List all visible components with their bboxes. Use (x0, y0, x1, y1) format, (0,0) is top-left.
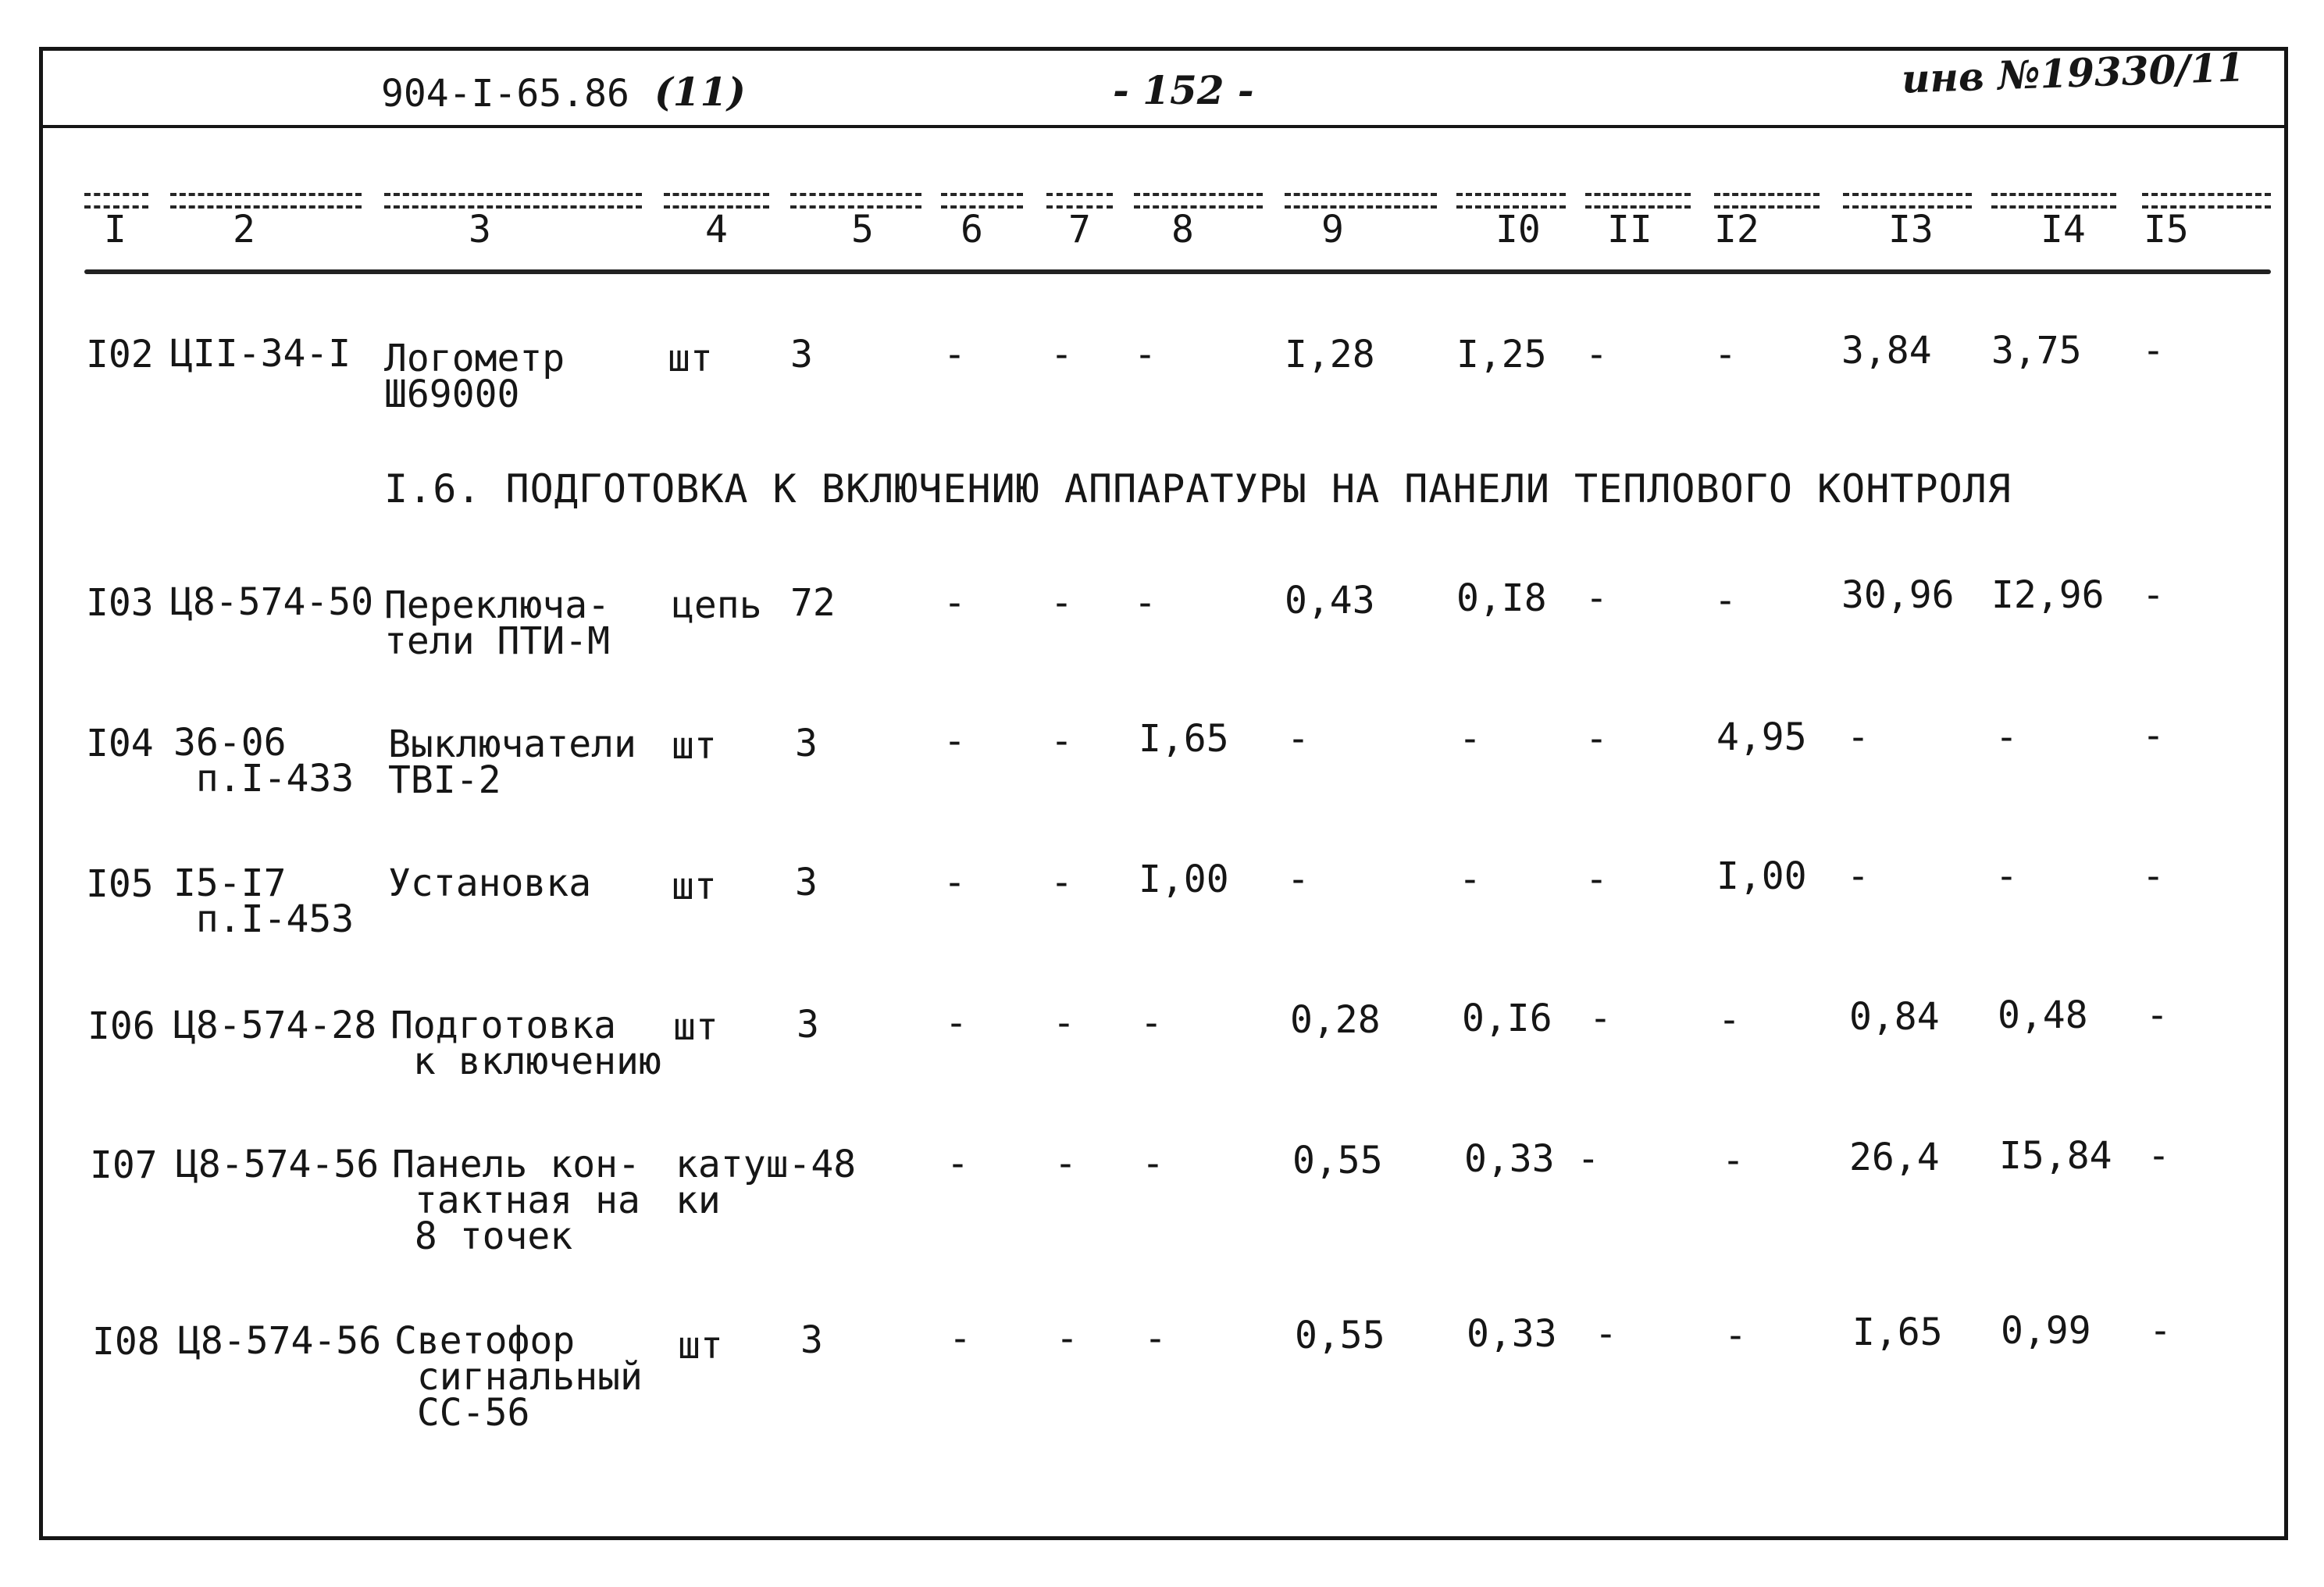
row-unit: шт (672, 865, 717, 908)
cell-c8: - (1134, 581, 1157, 625)
cell-c12: - (1718, 998, 1741, 1042)
cell-c15: - (2149, 1309, 2172, 1353)
cell-c7: - (1054, 1142, 1077, 1186)
row-code: ЦII-34-I (170, 332, 351, 376)
cell-c11: - (1585, 717, 1608, 761)
header-divider (39, 125, 2288, 128)
row-qty: 3 (790, 333, 813, 376)
cell-c12: - (1714, 333, 1737, 376)
cell-c11: - (1585, 858, 1608, 901)
cell-c12: - (1724, 1314, 1747, 1357)
cell-c8: I,00 (1139, 858, 1229, 901)
cell-c10: - (1459, 717, 1481, 761)
row-qty: 72 (790, 581, 836, 625)
row-unit: шт (672, 724, 717, 768)
row-name: Переключа- тели ПТИ-М (384, 583, 610, 663)
row-code: Ц8-574-56 (176, 1143, 380, 1186)
column-header: I0 (1495, 208, 1541, 251)
row-number: I07 (90, 1143, 158, 1187)
cell-c6: - (946, 1142, 969, 1186)
cell-c9: 0,55 (1292, 1139, 1383, 1182)
cell-c13: 0,84 (1849, 995, 1940, 1039)
section-title: I.6. ПОДГОТОВКА К ВКЛЮЧЕНИЮ АППАРАТУРЫ НА ПАНЕЛИ ТЕПЛОВОГО КОНТРОЛЯ (384, 466, 2012, 512)
cell-c10: 0,I6 (1462, 997, 1552, 1040)
cell-c6: - (945, 1001, 968, 1045)
col-rule (1046, 193, 1113, 209)
row-code: Ц8-574-56 (178, 1319, 382, 1363)
cell-c7: - (1053, 1001, 1075, 1045)
cell-c15: - (2142, 329, 2165, 373)
column-header: 6 (961, 208, 983, 251)
cell-c7: - (1050, 719, 1073, 763)
row-unit: шт (673, 1005, 718, 1049)
cell-c14: I5,84 (1999, 1134, 2112, 1178)
row-name: Панель кон- тактная на 8 точек (392, 1143, 640, 1258)
cell-c10: I,25 (1456, 333, 1547, 376)
cell-c9: - (1287, 858, 1310, 901)
cell-c15: - (2142, 573, 2165, 617)
cell-c13: - (1847, 854, 1870, 898)
col-rule (1585, 193, 1691, 209)
cell-c6: - (943, 719, 966, 763)
column-header: II (1607, 208, 1652, 251)
row-unit: шт (678, 1324, 723, 1368)
row-qty: 3 (800, 1318, 823, 1362)
header-rule (84, 269, 2271, 274)
column-header: 3 (469, 208, 491, 251)
cell-c9: I,28 (1285, 333, 1375, 376)
column-header: 2 (233, 208, 255, 251)
cell-c11: - (1585, 333, 1608, 376)
col-rule (170, 193, 362, 209)
cell-c13: I,65 (1852, 1311, 1943, 1354)
row-name: Подготовка к включению (390, 1004, 661, 1083)
col-rule (941, 193, 1023, 209)
page-number: - 152 - (1113, 67, 1254, 113)
column-header: I5 (2144, 208, 2189, 251)
cell-c9: - (1287, 717, 1310, 761)
col-rule (84, 193, 148, 209)
row-number: I06 (87, 1004, 155, 1048)
row-code: Ц8-574-50 (170, 580, 374, 624)
cell-c9: 0,28 (1290, 998, 1381, 1042)
cell-c13: 30,96 (1841, 573, 1955, 617)
cell-c8: - (1142, 1142, 1164, 1186)
cell-c15: - (2148, 1134, 2170, 1178)
cell-c6: - (943, 581, 966, 625)
cell-c14: - (1995, 715, 2018, 759)
cell-c6: - (943, 333, 966, 376)
cell-c11: - (1589, 997, 1612, 1040)
column-header: 7 (1068, 208, 1091, 251)
cell-c7: - (1050, 581, 1073, 625)
row-number: I02 (86, 333, 154, 376)
cell-c10: 0,33 (1467, 1312, 1557, 1356)
row-unit: катуш-48 ки (675, 1143, 857, 1222)
cell-c10: 0,I8 (1456, 576, 1547, 620)
row-code: I5-I7 п.I-453 (173, 861, 355, 941)
row-name: Установка (388, 861, 592, 905)
cell-c7: - (1050, 861, 1073, 904)
cell-c8: I,65 (1139, 717, 1229, 761)
row-unit: цепь (672, 583, 762, 627)
row-unit: шт (668, 337, 713, 380)
cell-c13: 3,84 (1841, 329, 1932, 373)
row-number: I05 (86, 862, 154, 906)
doc-code: 904-I-65.86 (381, 72, 629, 116)
col-rule (1285, 193, 1437, 209)
inventory-number: инв №19330/11 (1901, 44, 2246, 102)
col-rule (1714, 193, 1820, 209)
cell-c7: - (1056, 1317, 1078, 1361)
col-rule (1134, 193, 1263, 209)
cell-c8: - (1144, 1317, 1167, 1361)
column-header: I4 (2041, 208, 2086, 251)
column-header: I3 (1888, 208, 1934, 251)
row-number: I08 (92, 1320, 160, 1364)
cell-c12: I,00 (1716, 854, 1807, 898)
cell-c6: - (949, 1317, 971, 1361)
col-rule (384, 193, 642, 209)
doc-suffix: (11) (654, 69, 746, 115)
cell-c10: 0,33 - (1464, 1137, 1600, 1181)
cell-c13: 26,4 (1849, 1136, 1940, 1179)
col-rule (790, 193, 921, 209)
cell-c15: - (2142, 714, 2165, 758)
col-rule (2142, 193, 2271, 209)
col-rule (1843, 193, 1972, 209)
column-header: 8 (1171, 208, 1194, 251)
row-qty: 3 (795, 722, 818, 765)
row-name: Выключатели ТВI-2 (388, 722, 636, 802)
cell-c14: - (1995, 854, 2018, 898)
column-header: 4 (705, 208, 728, 251)
col-rule (1456, 193, 1566, 209)
row-name: Светофор сигнальный СС-56 (394, 1319, 643, 1435)
cell-c7: - (1050, 333, 1073, 376)
col-rule (1991, 193, 2116, 209)
row-number: I04 (86, 722, 154, 765)
row-code: Ц8-574-28 (173, 1004, 377, 1047)
cell-c13: - (1847, 715, 1870, 759)
col-rule (664, 193, 769, 209)
cell-c9: 0,43 (1285, 579, 1375, 622)
cell-c14: I2,96 (1991, 573, 2105, 617)
cell-c14: 0,48 (1998, 993, 2088, 1037)
cell-c12: - (1714, 579, 1737, 622)
cell-c11: - (1595, 1312, 1617, 1356)
cell-c12: - (1722, 1139, 1745, 1182)
column-header: 9 (1321, 208, 1344, 251)
cell-c15: - (2142, 854, 2165, 898)
row-qty: 3 (797, 1003, 819, 1047)
column-header: I2 (1714, 208, 1759, 251)
column-header: 5 (851, 208, 874, 251)
row-qty: 3 (795, 861, 818, 904)
cell-c14: 0,99 (2001, 1309, 2091, 1353)
row-name: Логометр Ш69000 (384, 337, 565, 416)
cell-c6: - (943, 861, 966, 904)
cell-c8: - (1140, 1001, 1163, 1045)
cell-c8: - (1134, 333, 1157, 376)
row-code: 36-06 п.I-433 (173, 721, 355, 801)
cell-c9: 0,55 (1295, 1314, 1385, 1357)
cell-c12: 4,95 (1716, 715, 1807, 759)
cell-c10: - (1459, 858, 1481, 901)
cell-c11: - (1585, 576, 1608, 620)
row-number: I03 (86, 581, 154, 625)
cell-c14: 3,75 (1991, 329, 2082, 373)
cell-c15: - (2146, 993, 2169, 1037)
column-header: I (104, 208, 127, 251)
